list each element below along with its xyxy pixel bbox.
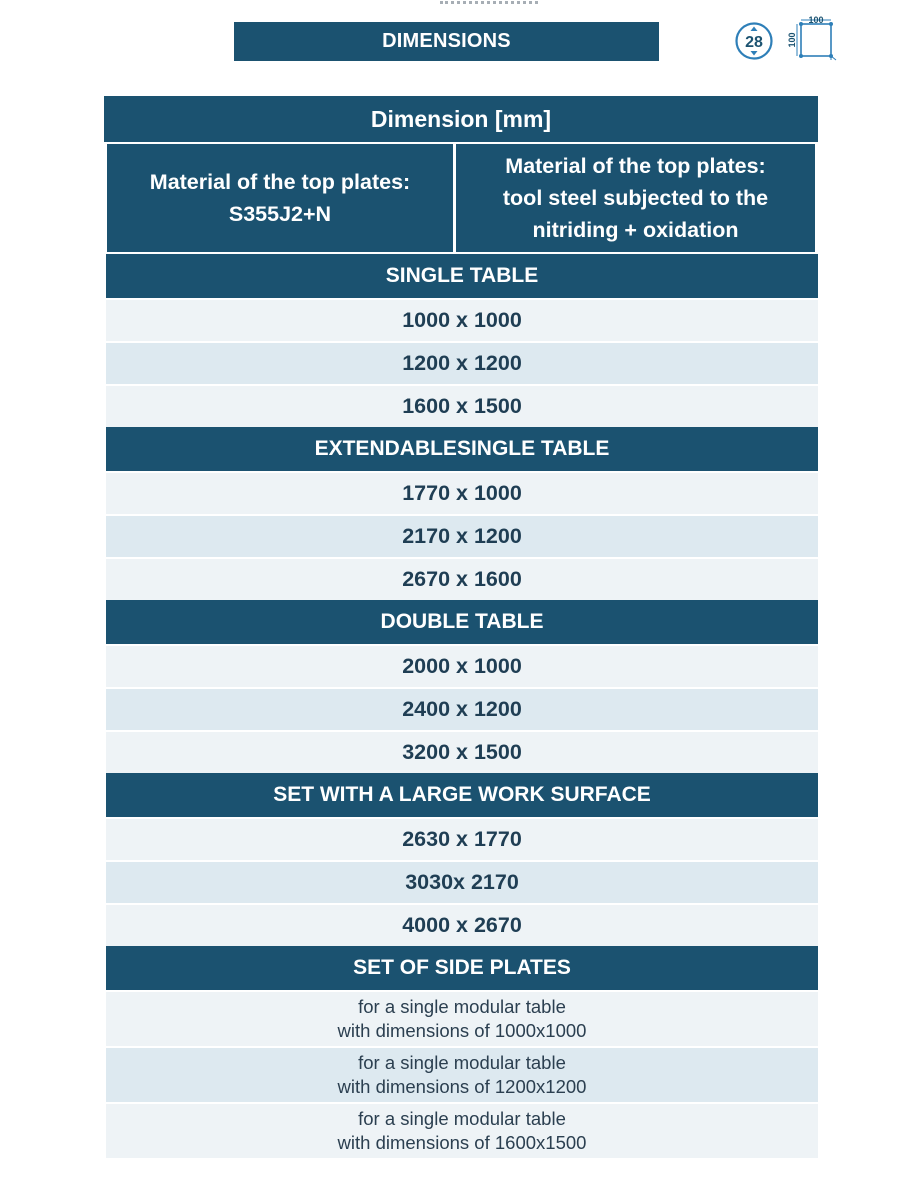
table-row: 3200 x 1500 [106, 730, 818, 773]
table-row: 2670 x 1600 [106, 557, 818, 600]
group-large-work-surface [106, 773, 818, 946]
table-row: 2000 x 1000 [106, 644, 818, 687]
column-header-s355-line1: Material of the top plates: [149, 170, 411, 194]
group-header: SET OF SIDE PLATES [106, 946, 818, 990]
table-row: 2630 x 1770 [106, 817, 818, 860]
row-line-2: with dimensions of 1000x1000 [337, 1020, 587, 1041]
group-extendable-single-table [106, 427, 818, 600]
table-row: 4000 x 2670 [106, 903, 818, 946]
table-row: 1770 x 1000 [106, 471, 818, 514]
row-line-1: for a single modular table [358, 1052, 566, 1073]
group-rows [106, 298, 818, 427]
group-header: SINGLE TABLE [106, 254, 818, 298]
group-single-table [106, 254, 818, 427]
group-header: DOUBLE TABLE [106, 600, 818, 644]
page-top-edge-marks [440, 0, 538, 4]
table-subheader [104, 142, 818, 254]
column-header-s355-line2: S355J2+N [228, 202, 332, 226]
group-rows [106, 471, 818, 600]
group-rows [106, 644, 818, 773]
square-width-label: 100 [808, 15, 824, 25]
group-double-table [106, 600, 818, 773]
square-dimension-icon [786, 14, 838, 64]
square-height-label: 100 [787, 32, 797, 48]
row-line-1: for a single modular table [358, 996, 566, 1017]
group-rows [106, 990, 818, 1158]
table-row: 1000 x 1000 [106, 298, 818, 341]
table-row: 3030x 2170 [106, 860, 818, 903]
table-row [106, 1102, 818, 1158]
table-header-dimension: Dimension [mm] [104, 96, 818, 142]
press-force-28-icon [734, 21, 774, 61]
group-side-plates [106, 946, 818, 1158]
press-badge-label: 28 [745, 34, 763, 51]
column-header-tool-steel-line1: Material of the top plates: [505, 154, 766, 178]
group-rows [106, 817, 818, 946]
table-row: 1200 x 1200 [106, 341, 818, 384]
table-row [106, 1046, 818, 1102]
table-row: 2170 x 1200 [106, 514, 818, 557]
row-line-2: with dimensions of 1600x1500 [337, 1132, 587, 1153]
table-row [106, 990, 818, 1046]
table-row: 2400 x 1200 [106, 687, 818, 730]
dimensions-table [104, 96, 818, 1158]
column-header-tool-steel [456, 144, 815, 252]
column-header-s355 [107, 144, 453, 252]
column-header-tool-steel-line2: tool steel subjected to the [502, 186, 769, 210]
row-line-1: for a single modular table [358, 1108, 566, 1129]
group-header: SET WITH A LARGE WORK SURFACE [106, 773, 818, 817]
table-row: 1600 x 1500 [106, 384, 818, 427]
row-line-2: with dimensions of 1200x1200 [337, 1076, 587, 1097]
column-header-tool-steel-line3: nitriding + oxidation [532, 218, 739, 242]
page-title: DIMENSIONS [234, 22, 659, 61]
group-header: EXTENDABLESINGLE TABLE [106, 427, 818, 471]
